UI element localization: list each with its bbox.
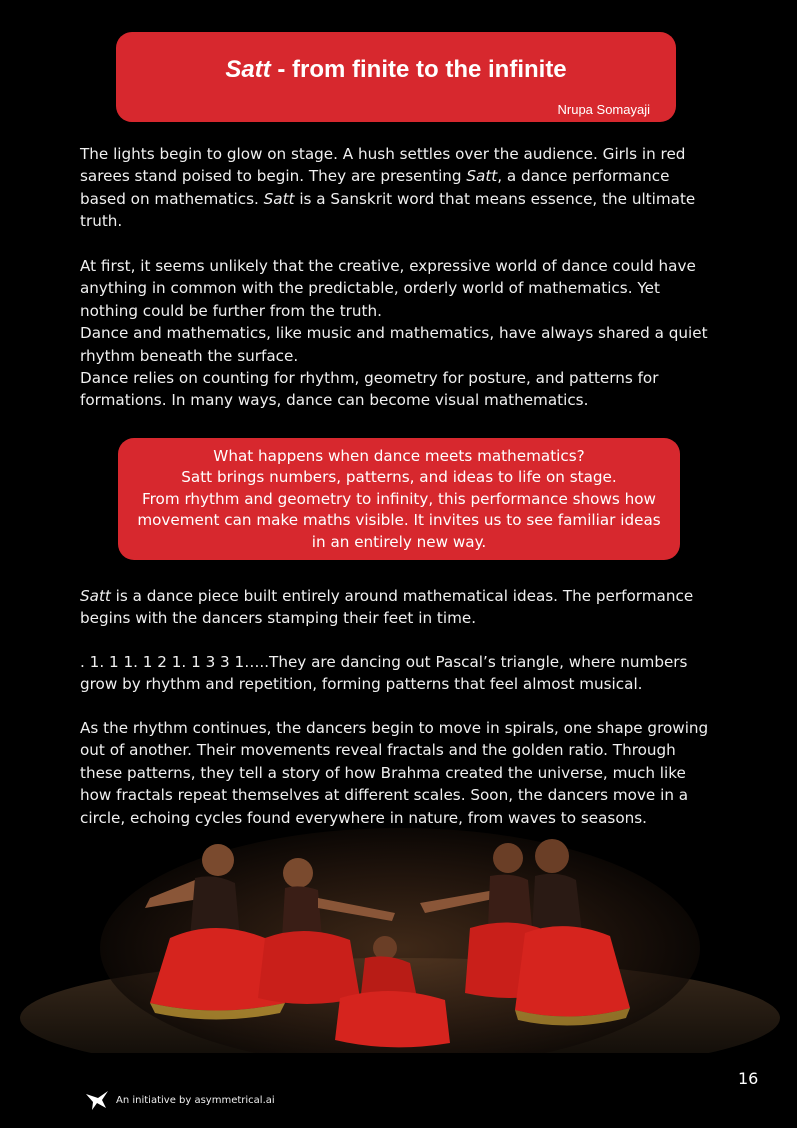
title-italic: Satt bbox=[225, 56, 271, 83]
text-line: Dance relies on counting for rhythm, geometry for posture, and patterns for formations. In many ways, dance can become visual mathematics. bbox=[80, 369, 659, 410]
page-number: 16 bbox=[738, 1069, 759, 1088]
paragraph-satt bbox=[80, 585, 720, 630]
callout-line: Satt brings numbers, patterns, and ideas to life on stage. bbox=[181, 468, 617, 487]
italic-term: Satt bbox=[80, 587, 111, 605]
footer-text: An initiative by asymmetrical.ai bbox=[116, 1094, 275, 1106]
title-rest: - from finite to the infinite bbox=[270, 56, 567, 83]
text-span: The lights begin to glow on stage. A hush settles over the audience. Girls in red sarees stand poised to begin. They are presenting bbox=[80, 145, 686, 186]
callout-line: What happens when dance meets mathematics? bbox=[213, 447, 585, 465]
callout-box bbox=[118, 438, 680, 560]
footer bbox=[84, 1086, 275, 1114]
author-name: Nrupa Somayaji bbox=[557, 102, 650, 117]
text-line: At first, it seems unlikely that the creative, expressive world of dance could have anything in common with the predictable, orderly world of mathematics. Yet nothing could be further from the truth. bbox=[80, 257, 696, 320]
text-span: is a Sanskrit word that means essence, the ultimate truth. bbox=[80, 189, 696, 231]
paragraph-fractals: As the rhythm continues, the dancers begin to move in spirals, one shape growing out of another. Their movements reveal fractals and the golden ratio. Through these patterns, they tell a story of how Brahma created the universe, much like how fractals repeat themselves at different scales. Soon, the dancers move in a circle, echoing cycles found everywhere in nature, from waves to seasons. bbox=[80, 719, 709, 827]
paragraph-pascal: . 1. 1 1. 1 2 1. 1 3 3 1…..They are dancing out Pascal’s triangle, where numbers grow by rhythm and repetition, forming patterns that feel almost musical. bbox=[80, 653, 688, 694]
page-title bbox=[116, 56, 676, 84]
italic-term: Satt bbox=[263, 189, 295, 208]
bird-logo-icon bbox=[84, 1088, 110, 1112]
dancers-photo bbox=[0, 828, 797, 1068]
text-line: Dance and mathematics, like music and mathematics, have always shared a quiet rhythm beneath the surface. bbox=[80, 324, 708, 365]
text-span: , a dance performance based on mathematics. bbox=[80, 167, 670, 208]
paragraph-dance-maths bbox=[80, 255, 720, 412]
text-span: is a dance piece built entirely around mathematical ideas. The performance begins with the dancers stamping their feet in time. bbox=[80, 587, 694, 628]
title-banner bbox=[116, 32, 676, 122]
italic-term: Satt bbox=[466, 167, 498, 186]
callout-line: From rhythm and geometry to infinity, this performance shows how movement can make maths visible. It invites us to see familiar ideas in an entirely new way. bbox=[137, 489, 661, 551]
paragraph-intro bbox=[80, 143, 720, 233]
